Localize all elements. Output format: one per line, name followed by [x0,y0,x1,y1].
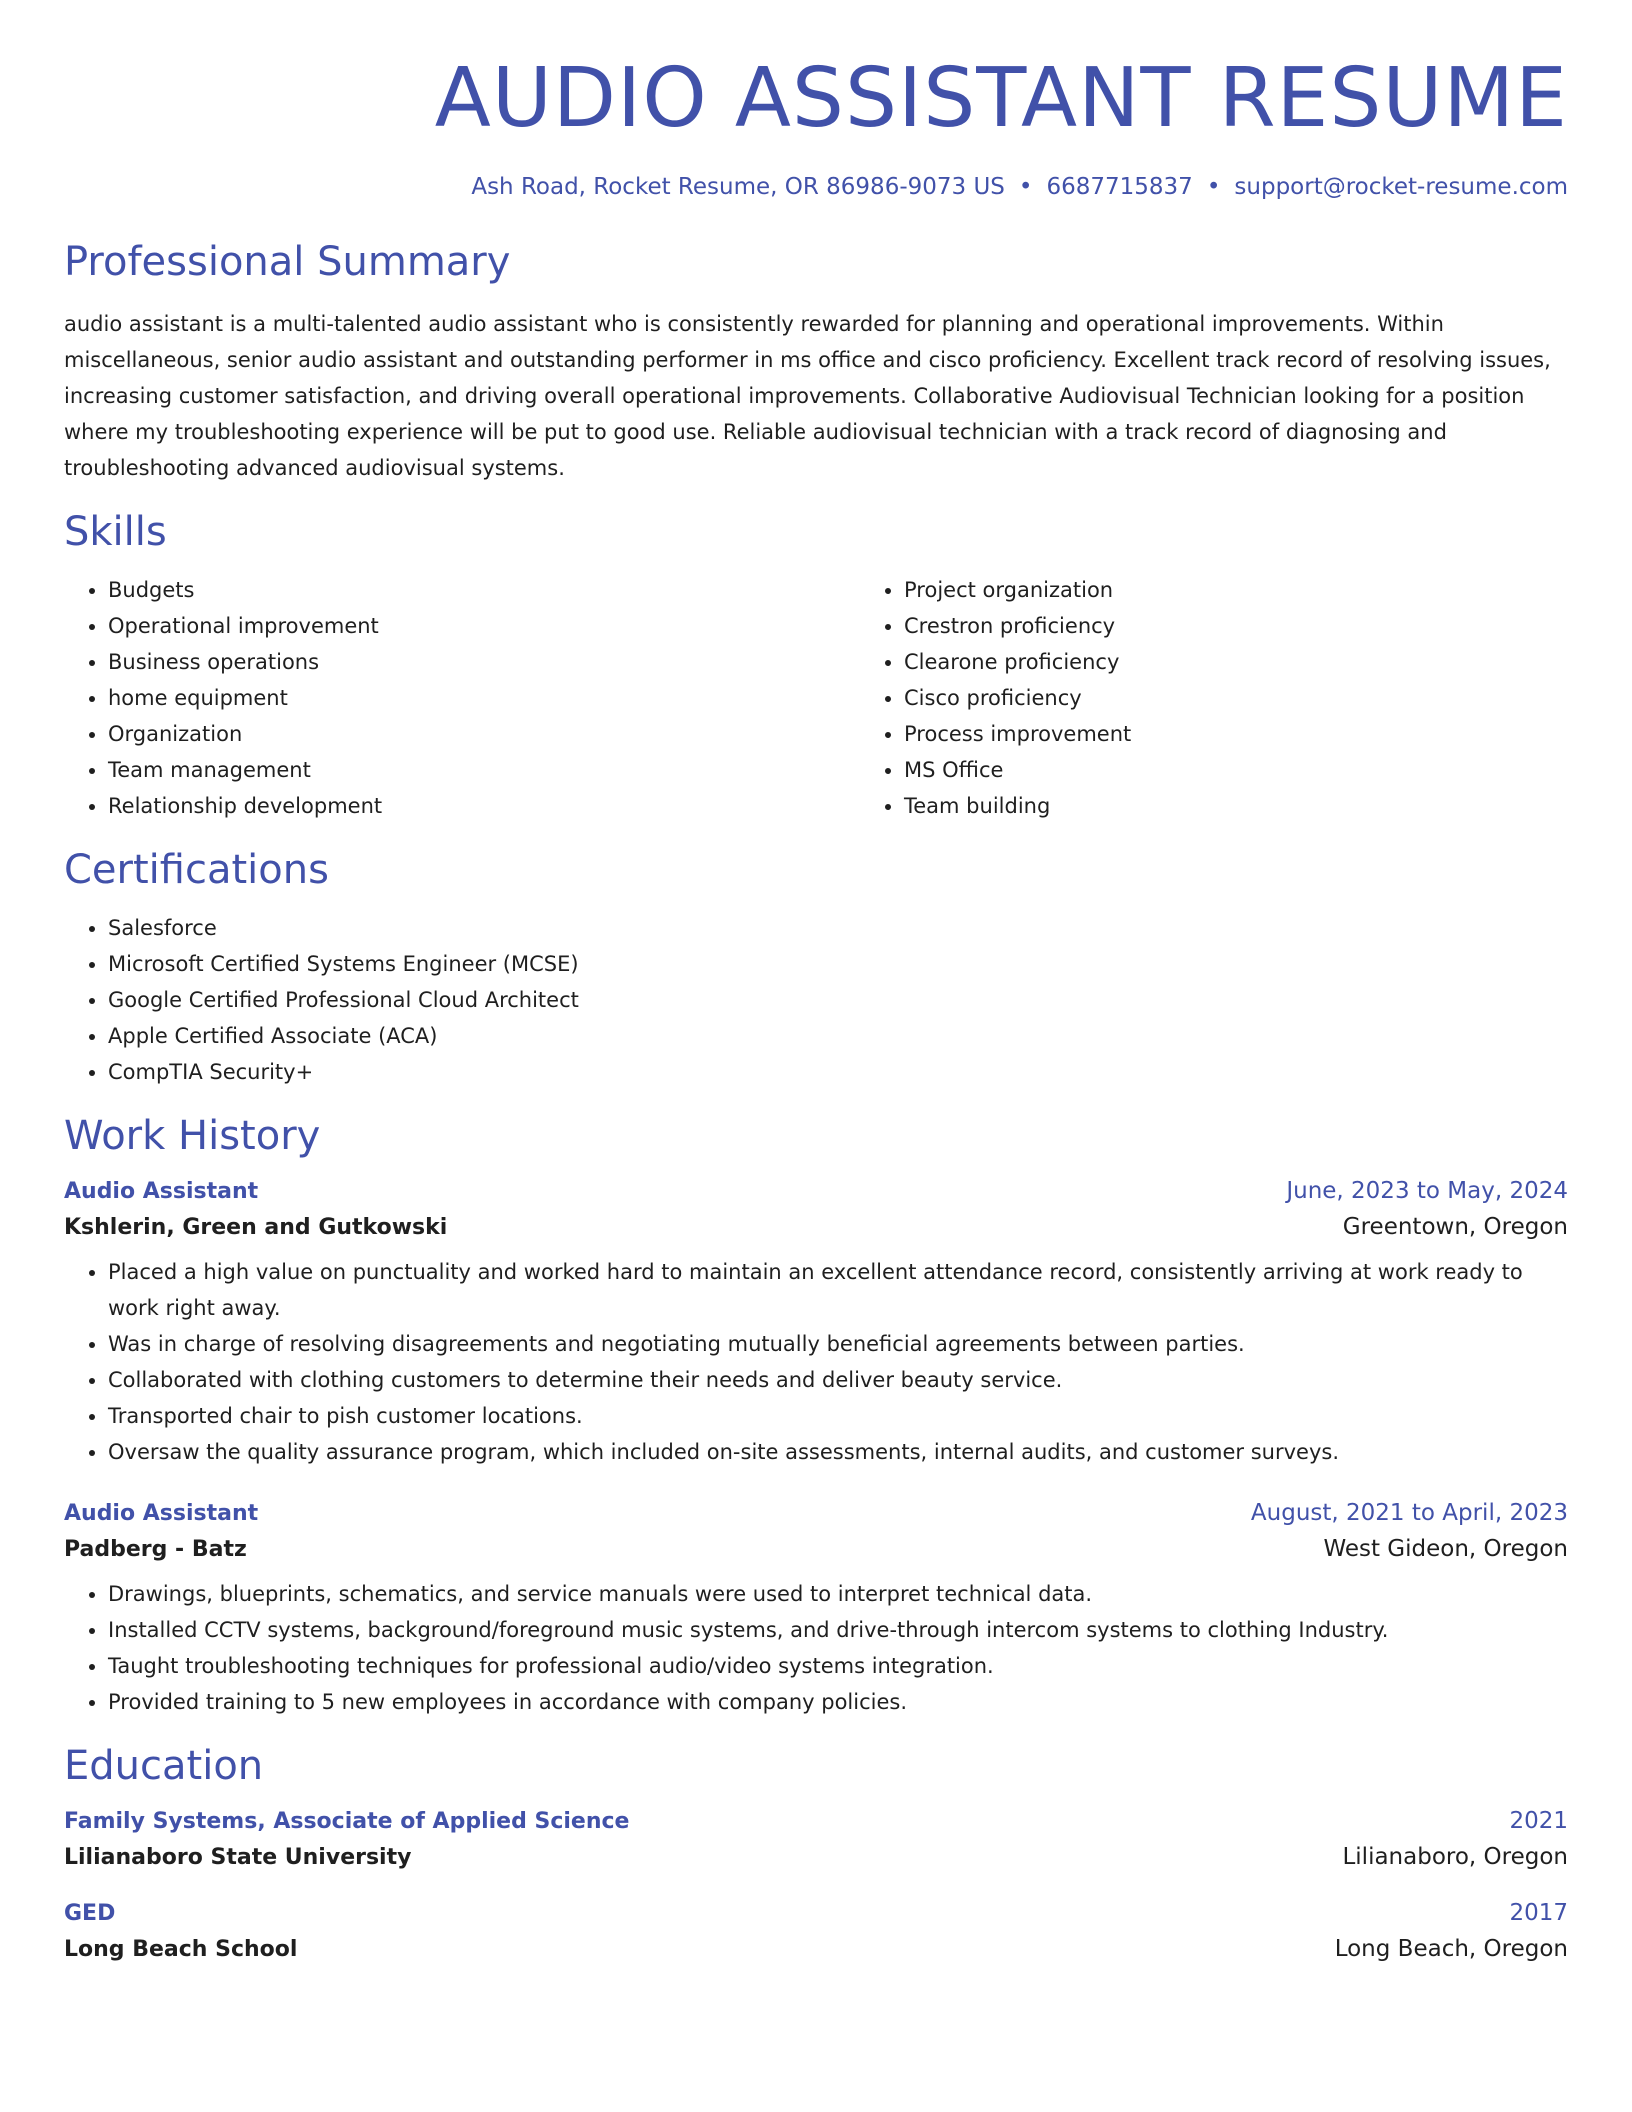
contact-line [64,174,1568,200]
skill-item: • Clearone proficiency [904,644,1632,680]
education-entry [64,1900,1568,1962]
summary-text: audio assistant is a multi-talented audio assistant who is consistently rewarded for planning and operational improvements. Within miscellaneous, senior audio assistant and outstanding performer in ms office and cisco proficiency. Excellent track record of resolving issues, increasing customer satisfaction, and driving overall operational improvements. Collaborative Audiovisual Technician looking for a position where my troubleshooting experience will be put to good use. Reliable audiovisual technician with a track record of diagnosing and troubleshooting advanced audiovisual systems. [64,312,1551,480]
work-history-heading: Work History [64,1113,321,1159]
certification-item: • CompTIA Security+ [108,1054,1568,1090]
job-company: Padberg - Batz [64,1537,247,1562]
job-header [64,1500,1568,1526]
education-section [64,1742,1568,1962]
job-bullet: • Taught troubleshooting techniques for professional audio/video systems integration. [108,1648,1568,1684]
skill-item: • Business operations [108,644,860,680]
skills-list-left [64,572,860,824]
education-header [64,1900,1568,1926]
education-header [64,1808,1568,1834]
job-entry [64,1178,1568,1470]
education-school: Long Beach School [64,1937,298,1962]
skills-grid [64,556,1568,824]
certification-item: • Salesforce [108,910,1568,946]
education-location: Long Beach, Oregon [1334,1936,1568,1962]
education-entry [64,1808,1568,1870]
education-year: 2017 [1509,1900,1568,1926]
skill-item: • home equipment [108,680,860,716]
job-bullet: • Provided training to 5 new employees in accordance with company policies. [108,1684,1568,1720]
skill-item: • Organization [108,716,860,752]
skill-item: • Cisco proficiency [904,680,1632,716]
skill-item: • Budgets [108,572,860,608]
skill-item: • Team management [108,752,860,788]
job-location: Greentown, Oregon [1342,1214,1568,1240]
education-year: 2021 [1509,1808,1568,1834]
job-dates: August, 2021 to April, 2023 [1250,1500,1568,1526]
job-bullet: • Transported chair to pish customer locations. [108,1398,1568,1434]
certifications-list [64,910,1568,1090]
job-title: Audio Assistant [64,1179,259,1204]
contact-separator: • [1018,174,1033,200]
job-bullet: • Oversaw the quality assurance program, which included on-site assessments, internal audits, and customer surveys. [108,1434,1568,1470]
education-school: Lilianaboro State University [64,1845,412,1870]
skill-item: • Operational improvement [108,608,860,644]
job-bullets [64,1576,1568,1720]
education-heading: Education [64,1743,264,1789]
contact-email: support@rocket-resume.com [1234,174,1568,200]
job-header [64,1178,1568,1204]
job-dates: June, 2023 to May, 2024 [1286,1178,1568,1204]
job-bullet: • Drawings, blueprints, schematics, and service manuals were used to interpret technical data. [108,1576,1568,1612]
contact-phone: 6687715837 [1046,174,1193,200]
job-bullet: • Installed CCTV systems, background/foreground music systems, and drive-through intercom systems to clothing Industry. [108,1612,1568,1648]
summary-section [64,238,1568,486]
job-location: West Gideon, Oregon [1323,1536,1568,1562]
job-subheader [64,1536,1568,1562]
job-bullet: • Placed a high value on punctuality and worked hard to maintain an excellent attendance record, consistently arriving at work ready to work right away. [108,1254,1568,1326]
education-degree: Family Systems, Associate of Applied Science [64,1809,630,1834]
skill-item: • Crestron proficiency [904,608,1632,644]
education-subheader [64,1844,1568,1870]
resume-title: AUDIO ASSISTANT RESUME [434,51,1568,146]
job-entry [64,1500,1568,1720]
job-bullets [64,1254,1568,1470]
skill-item: • Relationship development [108,788,860,824]
certification-item: • Google Certified Professional Cloud Architect [108,982,1568,1018]
job-bullet: • Collaborated with clothing customers to determine their needs and deliver beauty service. [108,1362,1568,1398]
job-title: Audio Assistant [64,1501,259,1526]
certification-item: • Microsoft Certified Systems Engineer (MCSE) [108,946,1568,982]
skills-heading: Skills [64,509,167,555]
job-company: Kshlerin, Green and Gutkowski [64,1215,448,1240]
skill-item: • Team building [904,788,1632,824]
skills-list-right [860,572,1632,824]
summary-heading: Professional Summary [64,239,511,285]
contact-address: Ash Road, Rocket Resume, OR 86986-9073 US [471,174,1005,200]
education-degree: GED [64,1901,116,1926]
skill-item: • Process improvement [904,716,1632,752]
skill-item: • MS Office [904,752,1632,788]
work-history-section [64,1112,1568,1720]
certification-item: • Apple Certified Associate (ACA) [108,1018,1568,1054]
certifications-heading: Certifications [64,847,329,893]
skill-item: • Project organization [904,572,1632,608]
certifications-section [64,846,1568,1090]
job-bullet: • Was in charge of resolving disagreements and negotiating mutually beneficial agreements between parties. [108,1326,1568,1362]
skills-section [64,508,1568,824]
education-location: Lilianaboro, Oregon [1342,1844,1568,1870]
job-subheader [64,1214,1568,1240]
education-subheader [64,1936,1568,1962]
contact-separator: • [1206,174,1221,200]
